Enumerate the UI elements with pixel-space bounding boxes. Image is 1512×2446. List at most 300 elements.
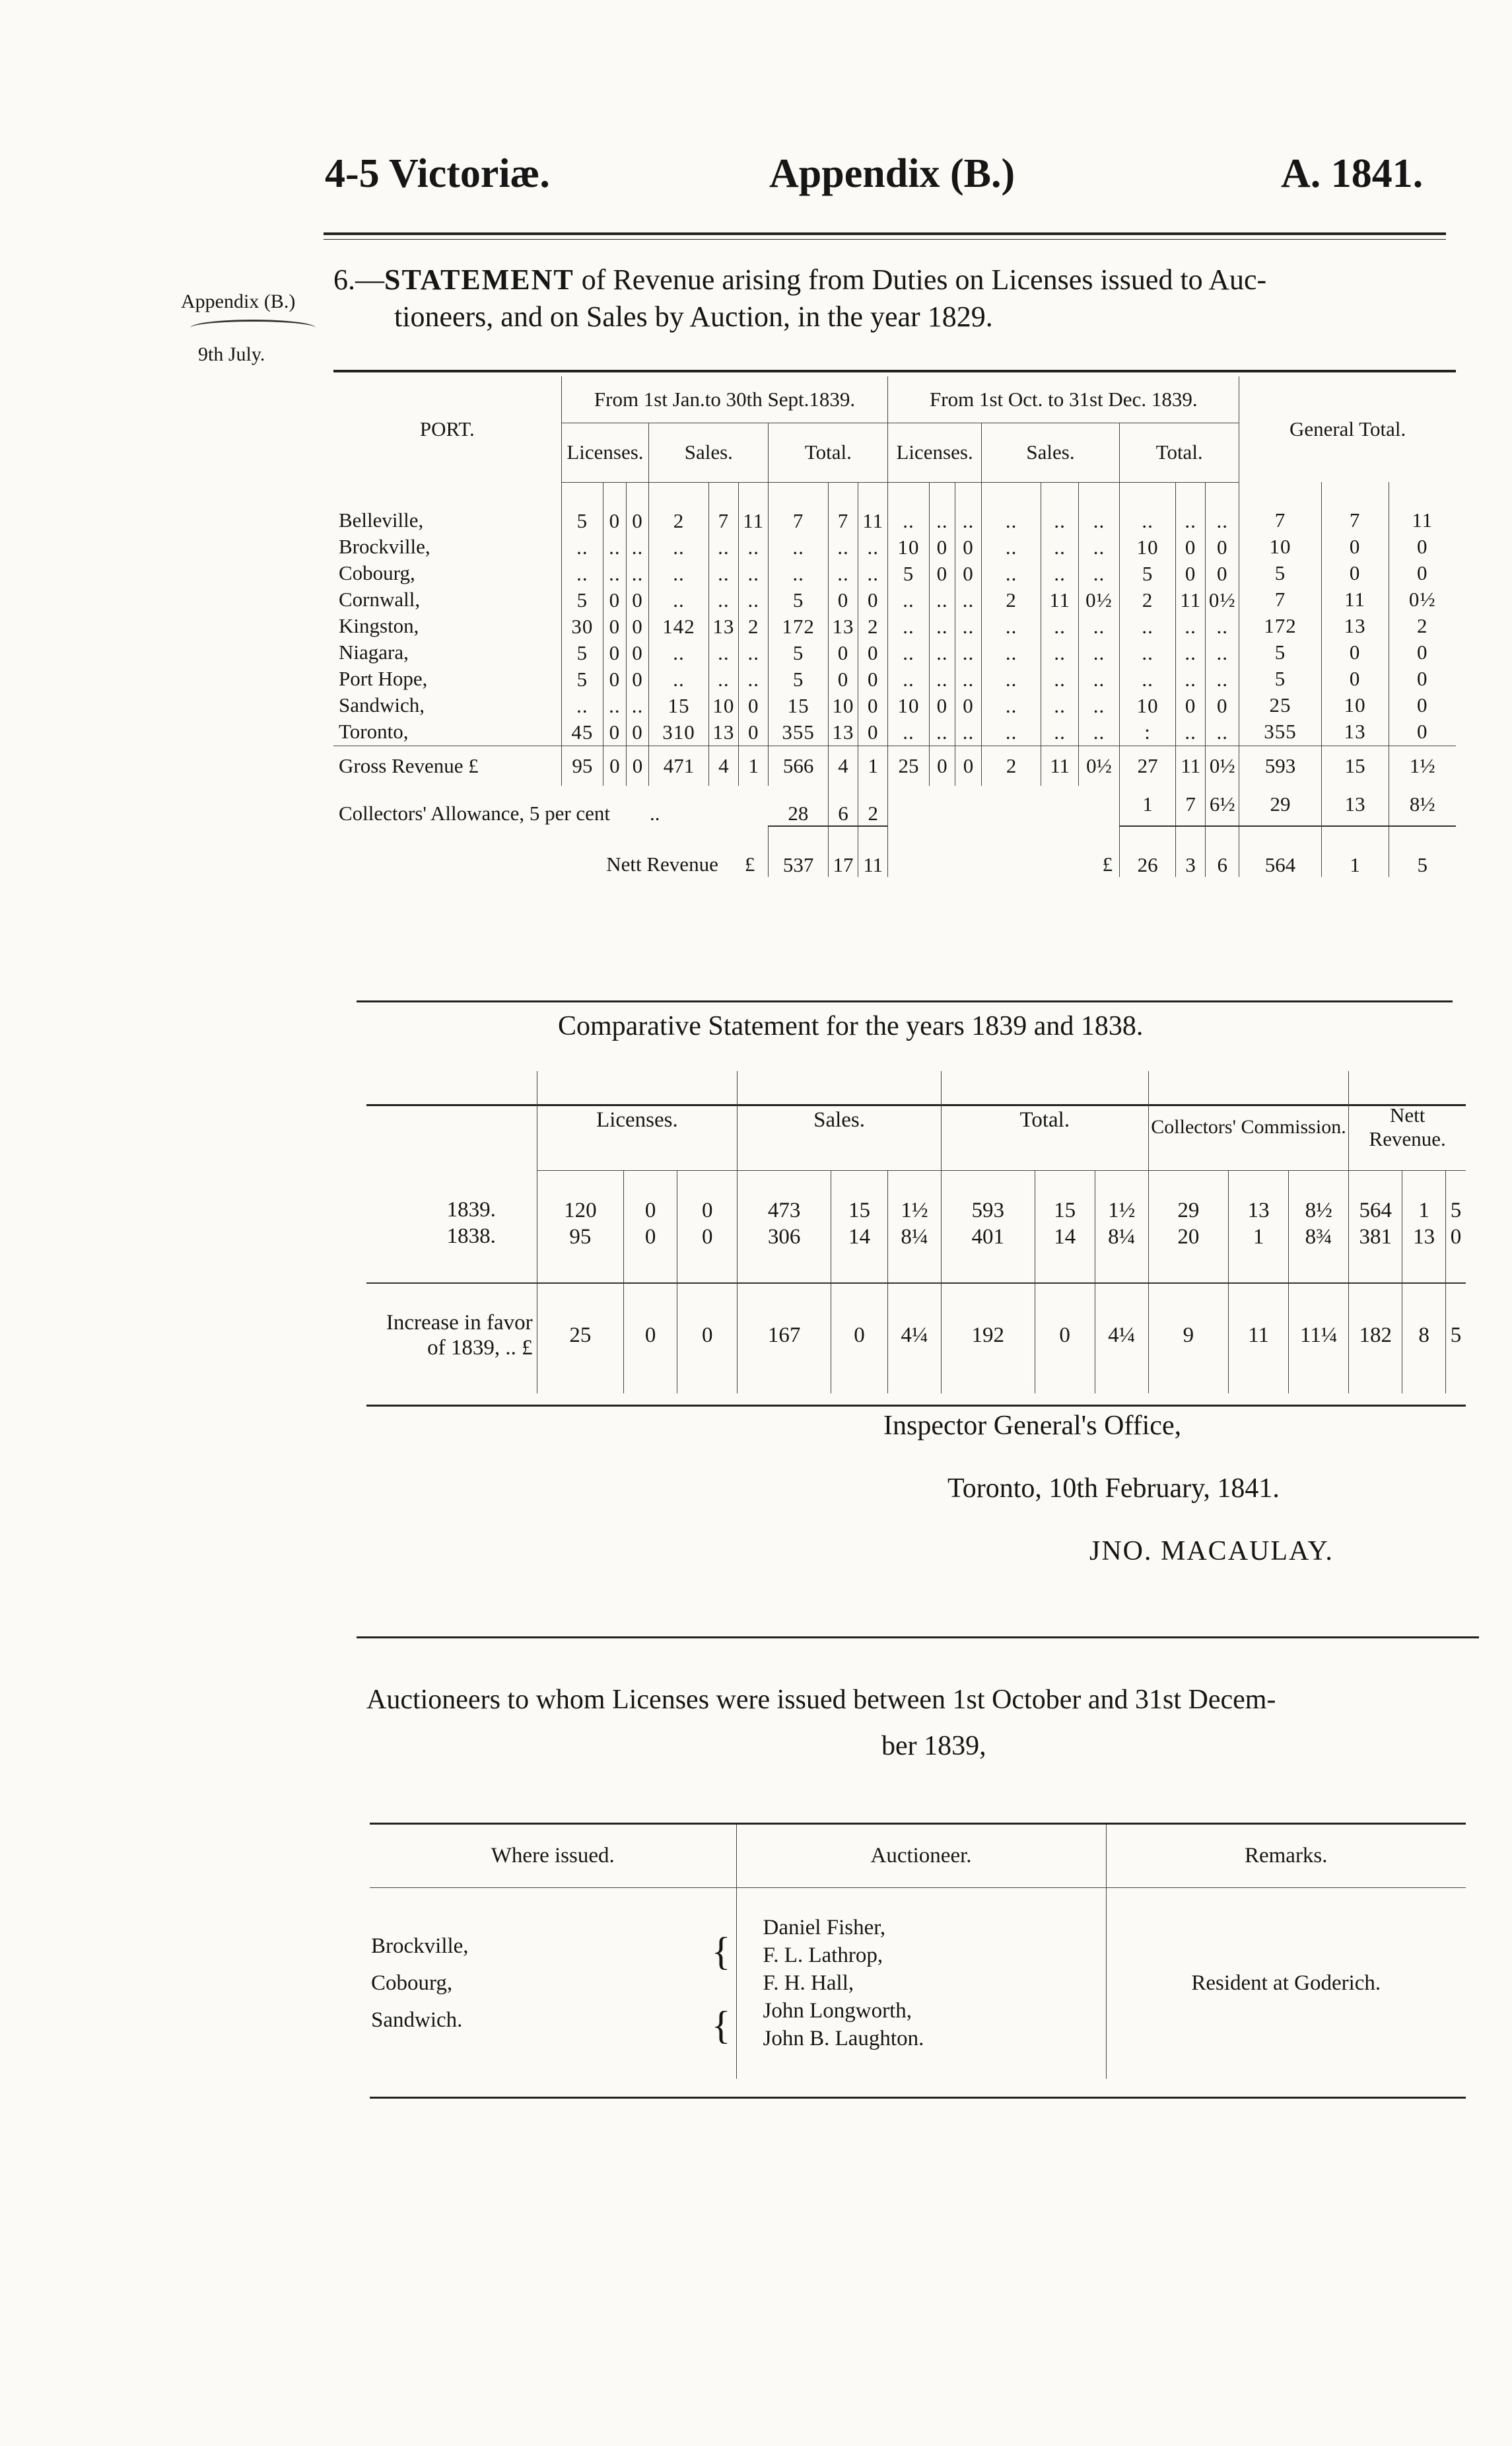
p1-total-column [858, 482, 888, 746]
p1-sales-value: .. [747, 588, 759, 612]
p2-sales-value: .. [1054, 693, 1066, 717]
p1-licenses-column [626, 482, 649, 746]
increase-label-line2: of 1839, .. £ [427, 1336, 533, 1360]
p2-sales-value: .. [1093, 693, 1105, 717]
p2-licenses-value: .. [962, 720, 975, 744]
auctioneers-bottom-rule [370, 2097, 1466, 2099]
p1-total-value: 7 [792, 508, 804, 532]
general-total-value: 0 [1349, 667, 1361, 690]
cmp-sales-value: 8¼ [901, 1224, 928, 1249]
p1-total-column [769, 482, 829, 746]
p1-sales-column [708, 482, 738, 746]
gross-p2-total-value: 11 [1176, 746, 1206, 786]
p2-total-column [1176, 482, 1206, 746]
p1-licenses-value: .. [631, 693, 644, 717]
p2-total-value: .. [1142, 614, 1153, 638]
p2-total-value: .. [1142, 641, 1153, 664]
p2-total-value: 0 [1216, 535, 1228, 559]
nett-p1-total-value: 17 [828, 826, 858, 877]
p1-licenses-value: .. [631, 535, 644, 559]
p1-licenses-value: 0 [632, 641, 643, 664]
cmp-total-value: 401 [971, 1224, 1005, 1249]
p1-total-value: 5 [792, 667, 804, 691]
p2-sales-value: .. [1005, 667, 1017, 691]
p1-sales-value: 15 [668, 693, 690, 717]
port-rows [333, 482, 1456, 746]
cmp-sales-column [738, 1170, 831, 1283]
gross-p1-total-value: 1 [858, 746, 888, 786]
p2-licenses-value: .. [903, 720, 914, 744]
allowance-p1-total-value: 2 [858, 786, 888, 826]
cmp-sales-value: 1½ [901, 1198, 928, 1222]
statement-title-line2: tioneers, and on Sales by Auction, in the year 1829. [394, 300, 993, 333]
general-total-value: 0 [1417, 720, 1428, 743]
port-name: Sandwich, [339, 693, 425, 716]
cmp-nett-column [1402, 1170, 1446, 1283]
allowance-general-value: 13 [1321, 786, 1389, 826]
p1-total-value: 2 [868, 614, 879, 638]
p1-licenses-value: 45 [571, 720, 594, 744]
p2-sales-value: .. [1093, 561, 1105, 585]
gross-p2-sales-value: 0½ [1078, 746, 1119, 786]
p2-licenses-value: .. [936, 588, 948, 612]
cmp-total-value: 14 [1054, 1224, 1076, 1249]
running-head-session: 4-5 Victoriæ. [325, 151, 550, 196]
p2-sales-value: .. [1005, 641, 1017, 664]
cmp-licenses-value: 0 [701, 1198, 713, 1222]
cmp-total-column [941, 1170, 1035, 1283]
p2-licenses-value: .. [936, 641, 948, 664]
cmp-total-increase-value: 0 [1035, 1283, 1095, 1393]
p2-licenses-value: 10 [897, 693, 920, 717]
nett-p2-pound: £ [888, 826, 1120, 877]
p1-sales-value: .. [747, 535, 759, 559]
gross-p1-licenses-value: 95 [561, 746, 603, 786]
gross-p2-licenses-value: 0 [955, 746, 982, 786]
gross-p1-licenses-value: 0 [603, 746, 627, 786]
p2-licenses-value: 5 [903, 561, 914, 585]
p2-total-value: 10 [1136, 693, 1159, 717]
general-total-value: 0 [1349, 641, 1361, 664]
p2-licenses-value: 0 [936, 693, 948, 717]
p2-licenses-value: 0 [963, 693, 974, 717]
allowance-p2-total-value: 1 [1120, 786, 1176, 826]
p1-total-value: 0 [868, 641, 879, 664]
gross-p1-licenses-value: 0 [626, 746, 649, 786]
p1-sales-column [649, 482, 709, 746]
p2-licenses-column [955, 482, 982, 746]
p1-licenses-value: 0 [609, 588, 621, 612]
p1-licenses-value: 0 [609, 508, 621, 532]
brace-brockville: { [711, 1929, 731, 1973]
p1-licenses-value: .. [576, 535, 588, 559]
p1-sales-column [739, 482, 769, 746]
cmp-nett-value: 5 [1450, 1198, 1462, 1222]
p2-licenses-value: .. [936, 508, 948, 532]
cmp-nett-value: 1 [1418, 1198, 1429, 1222]
statement-number: 6.— [333, 263, 384, 296]
general-total-value: 5 [1274, 561, 1286, 584]
p1-licenses-value: .. [631, 561, 644, 585]
cmp-commission-column [1289, 1170, 1349, 1283]
p1-licenses-value: 5 [576, 641, 588, 664]
p1-total-value: 0 [868, 720, 879, 744]
p1-licenses-value: .. [609, 693, 621, 717]
gross-general-value: 1½ [1409, 753, 1435, 777]
auctioneer-name: F. L. Lathrop, [763, 1943, 883, 1968]
p2-sales-value: .. [1054, 561, 1066, 585]
allowance-dots: .. [650, 801, 660, 825]
p2-total-value: 0 [1185, 561, 1196, 585]
port-name: Niagara, [339, 641, 409, 664]
p2-sales-column [1041, 482, 1079, 746]
allowance-p1-total-value: 6 [828, 786, 858, 826]
nett-p2-total-value: 26 [1120, 826, 1176, 877]
p2-sales-value: .. [1005, 720, 1017, 744]
nett-revenue-text: Nett Revenue [606, 852, 718, 876]
p2-total-column [1120, 482, 1176, 746]
p2-sales-value: .. [1093, 720, 1105, 744]
p1-sales-value: .. [718, 667, 730, 691]
auctioneer-name: John B. Laughton. [763, 2027, 924, 2051]
cmp-total-value: 1½ [1108, 1198, 1136, 1222]
p2-licenses-value: 10 [897, 535, 920, 559]
general-total-value: 7 [1274, 508, 1286, 532]
p2-total-value: .. [1142, 508, 1153, 532]
p1-total-value: 355 [782, 720, 815, 744]
p1-licenses-value: 5 [576, 667, 588, 691]
comparative-years-row [366, 1170, 1466, 1283]
auctioneers-title-line1: Auctioneers to whom Licenses were issued between 1st October and 31st Decem- [366, 1685, 1276, 1715]
running-head-year: A. 1841. [1281, 151, 1424, 196]
p2-licenses-value: .. [962, 641, 975, 664]
cmp-total-header: Total. [941, 1071, 1148, 1170]
p1-licenses-column [561, 482, 603, 746]
p2-licenses-column [929, 482, 955, 746]
cmp-commission-increase-value: 11 [1229, 1283, 1289, 1393]
p2-licenses-value: .. [962, 614, 975, 638]
p1-sales-value: 10 [712, 693, 735, 717]
statement-label: STATEMENT [384, 263, 574, 296]
revenue-table [333, 376, 1456, 877]
p2-total-value: .. [1216, 508, 1228, 532]
p1-sales-value: .. [747, 667, 759, 691]
cmp-nett-header: Nett Revenue. [1349, 1071, 1466, 1170]
statement-title [333, 262, 1456, 335]
cmp-licenses-value: 95 [569, 1224, 592, 1249]
p2-total-value: 0 [1185, 535, 1196, 559]
p2-sales-column [1078, 482, 1119, 746]
gross-general-value: 593 [1239, 746, 1321, 786]
p2-sales-value: 0½ [1085, 588, 1113, 612]
p2-licenses-value: .. [962, 667, 975, 691]
p1-licenses-value: 0 [609, 641, 621, 664]
cmp-sales-value: 15 [848, 1198, 870, 1222]
cmp-commission-value: 1 [1253, 1224, 1264, 1249]
remarks-cell [1106, 1887, 1466, 2079]
p2-total-value: 0 [1185, 693, 1196, 717]
p2-sales-value: .. [1093, 667, 1105, 691]
gross-p2-sales-value: 11 [1041, 746, 1079, 786]
p2-licenses-value: .. [903, 588, 914, 612]
nett-p2-total-value: 6 [1206, 826, 1239, 877]
p2-sales-value: .. [1093, 614, 1105, 638]
header-rule [324, 232, 1446, 235]
place-brockville: Brockville, [371, 1934, 469, 1959]
p1-licenses-value: 0 [609, 667, 621, 691]
cmp-nett-value: 0 [1450, 1224, 1462, 1249]
cmp-sales-column [887, 1170, 941, 1283]
nett-general-value: 5 [1389, 826, 1456, 877]
cmp-commission-column [1229, 1170, 1289, 1283]
general-total-value: 13 [1344, 720, 1366, 743]
cmp-licenses-column [537, 1170, 624, 1283]
p1-total-value: 0 [837, 641, 849, 664]
p1-sales-value: .. [673, 588, 685, 612]
cmp-nett-increase-value: 8 [1402, 1283, 1446, 1393]
p1-sales-value: .. [673, 535, 685, 559]
comparative-title: Comparative Statement for the years 1839 and 1838. [558, 1011, 1144, 1041]
general-total-value: 0 [1417, 693, 1428, 716]
cmp-total-value: 8¼ [1108, 1224, 1136, 1249]
places-cell [370, 1887, 736, 2079]
p2-sales-value: .. [1054, 641, 1066, 664]
port-header: PORT. [333, 376, 561, 482]
gross-revenue-row [333, 746, 1456, 786]
p1-total-value: 172 [782, 614, 815, 638]
gross-p2-licenses-value: 0 [929, 746, 955, 786]
p2-total-value: .. [1185, 667, 1196, 691]
p2-sales-value: .. [1005, 693, 1017, 717]
p2-total-header: Total. [1120, 423, 1239, 482]
cmp-licenses-value: 120 [564, 1198, 597, 1222]
general-total-value: 2 [1417, 614, 1428, 637]
cmp-sales-increase-value: 167 [738, 1283, 831, 1393]
p2-licenses-value: 0 [936, 535, 948, 559]
p1-total-value: .. [867, 535, 879, 559]
cmp-total-column [1035, 1170, 1095, 1283]
p1-sales-value: 2 [747, 614, 759, 638]
nett-general-value: 564 [1239, 826, 1321, 877]
p2-sales-value: .. [1093, 641, 1105, 664]
p1-total-value: 15 [787, 693, 809, 717]
p1-total-value: .. [792, 535, 804, 559]
port-name: Port Hope, [339, 667, 428, 690]
p1-total-header: Total. [769, 423, 888, 482]
p2-total-value: .. [1216, 720, 1228, 744]
p1-total-value: 11 [862, 508, 884, 532]
p2-total-value: 11 [1180, 588, 1202, 612]
p1-total-value: .. [837, 561, 849, 585]
p1-sales-value: .. [718, 641, 730, 664]
revenue-table-body [333, 482, 1456, 877]
cmp-licenses-column [677, 1170, 738, 1283]
p1-total-value: 5 [792, 588, 804, 612]
p1-licenses-value: .. [576, 693, 588, 717]
cmp-licenses-column [624, 1170, 677, 1283]
gross-p1-total-value: 4 [828, 746, 858, 786]
p1-licenses-value: 0 [632, 614, 643, 638]
p2-licenses-value: 0 [963, 535, 974, 559]
general-total-value: 13 [1344, 614, 1366, 637]
p2-licenses-value: 0 [963, 561, 974, 585]
col-auctioneer: Auctioneer. [736, 1825, 1106, 1887]
cmp-commission-column [1148, 1170, 1228, 1283]
p1-licenses-header: Licenses. [561, 423, 649, 482]
auctioneer-name: John Longworth, [763, 1999, 912, 2023]
general-total-value: 5 [1274, 667, 1286, 690]
cmp-total-column [1095, 1170, 1148, 1283]
cmp-total-increase-value: 192 [941, 1283, 1035, 1393]
p2-licenses-value: .. [962, 588, 975, 612]
general-total-value: 7 [1349, 508, 1361, 532]
allowance-p2-blank [888, 786, 1120, 826]
general-total-value: 10 [1344, 693, 1366, 716]
period1-header: From 1st Jan.to 30th Sept.1839. [561, 376, 888, 423]
p1-licenses-value: .. [609, 561, 621, 585]
p1-sales-value: .. [747, 641, 759, 664]
cmp-licenses-value: 0 [644, 1224, 656, 1249]
cmp-commission-increase-value: 9 [1148, 1283, 1228, 1393]
cmp-nett-value: 381 [1359, 1224, 1392, 1249]
auctioneer-name: Daniel Fisher, [763, 1916, 886, 1940]
allowance-general-value: 29 [1239, 786, 1321, 826]
p1-sales-header: Sales. [649, 423, 769, 482]
auctioneer-name: F. H. Hall, [763, 1971, 854, 1996]
p1-licenses-value: 30 [571, 614, 594, 638]
p2-total-value: .. [1185, 614, 1196, 638]
p2-sales-value: .. [1005, 614, 1017, 638]
years-cell [366, 1170, 537, 1283]
p2-licenses-header: Licenses. [888, 423, 981, 482]
p2-total-column [1206, 482, 1239, 746]
nett-p1-total-value: 537 [769, 826, 829, 877]
cmp-sales-value: 14 [848, 1224, 870, 1249]
p2-sales-value: .. [1005, 508, 1017, 532]
cmp-commission-value: 8¾ [1305, 1224, 1332, 1249]
general-total-value: 0 [1417, 561, 1428, 584]
period2-header: From 1st Oct. to 31st Dec. 1839. [888, 376, 1239, 423]
p1-licenses-value: 5 [576, 588, 588, 612]
general-total-value: 0½ [1408, 588, 1436, 611]
header-rule-thin [324, 239, 1446, 240]
port-name: Belleville, [339, 508, 424, 532]
p2-licenses-value: .. [936, 614, 948, 638]
p2-licenses-value: .. [903, 508, 914, 532]
p1-sales-value: 2 [673, 508, 685, 532]
general-total-value: 10 [1269, 535, 1291, 558]
p2-licenses-value: .. [903, 641, 914, 664]
place-cobourg: Cobourg, [371, 1971, 453, 1996]
general-total-value: 25 [1269, 693, 1291, 716]
gross-p2-licenses-value: 25 [888, 746, 929, 786]
year-label: 1838. [446, 1224, 496, 1248]
allowance-p2-total-value: 6½ [1206, 786, 1239, 826]
general-total-header: General Total. [1289, 417, 1406, 440]
cmp-sales-increase-value: 4¼ [887, 1283, 941, 1393]
cmp-commission-increase-value: 11¼ [1289, 1283, 1349, 1393]
cmp-commission-value: 13 [1247, 1198, 1270, 1222]
nett-general-value: 1 [1321, 826, 1389, 877]
allowance-p1-total-value: 28 [769, 786, 829, 826]
p1-total-value: 13 [832, 614, 854, 638]
cmp-sales-value: 306 [767, 1224, 801, 1249]
port-name: Brockville, [339, 535, 430, 558]
cmp-licenses-value: 0 [701, 1224, 713, 1249]
p1-total-value: .. [837, 535, 849, 559]
p2-total-value: 2 [1142, 588, 1153, 612]
cmp-commission-value: 8½ [1305, 1198, 1332, 1222]
general-total-value: 11 [1412, 508, 1433, 532]
gross-p1-total-value: 566 [769, 746, 829, 786]
nett-p2-total-value: 3 [1176, 826, 1206, 877]
p2-sales-value: .. [1054, 614, 1066, 638]
p2-licenses-value: .. [903, 614, 914, 638]
margin-note-appendix: Appendix (B.) [181, 291, 296, 312]
comparative-table [366, 1071, 1466, 1393]
general-total-value: 0 [1349, 535, 1361, 558]
cmp-nett-column [1349, 1170, 1402, 1283]
general-total-value: 355 [1264, 720, 1297, 743]
p1-total-value: 0 [837, 667, 849, 691]
p1-total-value: .. [792, 561, 804, 585]
cmp-nett-value: 564 [1359, 1198, 1392, 1222]
gross-p1-sales-value: 471 [649, 746, 709, 786]
cmp-total-increase-value: 4¼ [1095, 1283, 1148, 1393]
p2-total-value: 5 [1142, 561, 1153, 585]
comparative-table-body [366, 1170, 1466, 1393]
p2-sales-value: .. [1054, 667, 1066, 691]
cmp-total-value: 15 [1054, 1198, 1076, 1222]
cmp-commission-value: 20 [1177, 1224, 1200, 1249]
running-head-title: Appendix (B.) [769, 151, 1015, 196]
p1-licenses-value: 0 [632, 508, 643, 532]
cmp-nett-increase-value: 5 [1450, 1323, 1462, 1347]
p1-total-value: 0 [868, 667, 879, 691]
margin-note-date: 9th July. [198, 343, 265, 365]
p1-licenses-value: 0 [632, 720, 643, 744]
remark-text: Resident at Goderich. [1191, 1971, 1381, 1995]
allowance-p2-total-value: 7 [1176, 786, 1206, 826]
p2-sales-column [981, 482, 1041, 746]
p1-licenses-value: 0 [609, 720, 621, 744]
p1-total-value: .. [867, 561, 879, 585]
p1-sales-value: 142 [662, 614, 695, 638]
p2-sales-value: .. [1005, 561, 1017, 585]
allowance-general-value: 8½ [1409, 792, 1435, 816]
p1-total-value: 7 [837, 508, 849, 532]
cmp-licenses-increase-value: 25 [537, 1283, 624, 1393]
p1-licenses-value: 5 [576, 508, 588, 532]
gross-p2-total-value: 0½ [1206, 746, 1239, 786]
brace-sandwich: { [711, 2003, 731, 2047]
col-where-issued: Where issued. [370, 1825, 736, 1887]
col-remarks: Remarks. [1106, 1825, 1466, 1887]
port-name: Cobourg, [339, 561, 415, 584]
p1-sales-value: 0 [747, 720, 759, 744]
p1-sales-value: .. [747, 561, 759, 585]
cmp-sales-header: Sales. [738, 1071, 942, 1170]
p2-total-value: 10 [1136, 535, 1159, 559]
cmp-nett-increase-value: 182 [1349, 1283, 1402, 1393]
general-total-value: 11 [1344, 588, 1366, 611]
p2-sales-value: .. [1054, 720, 1066, 744]
collectors-allowance-row [333, 786, 1456, 826]
nett-pound-sign: £ [744, 852, 755, 876]
p2-sales-header: Sales. [981, 423, 1119, 482]
p1-sales-value: 11 [743, 508, 765, 532]
place-sandwich: Sandwich. [371, 2008, 463, 2033]
